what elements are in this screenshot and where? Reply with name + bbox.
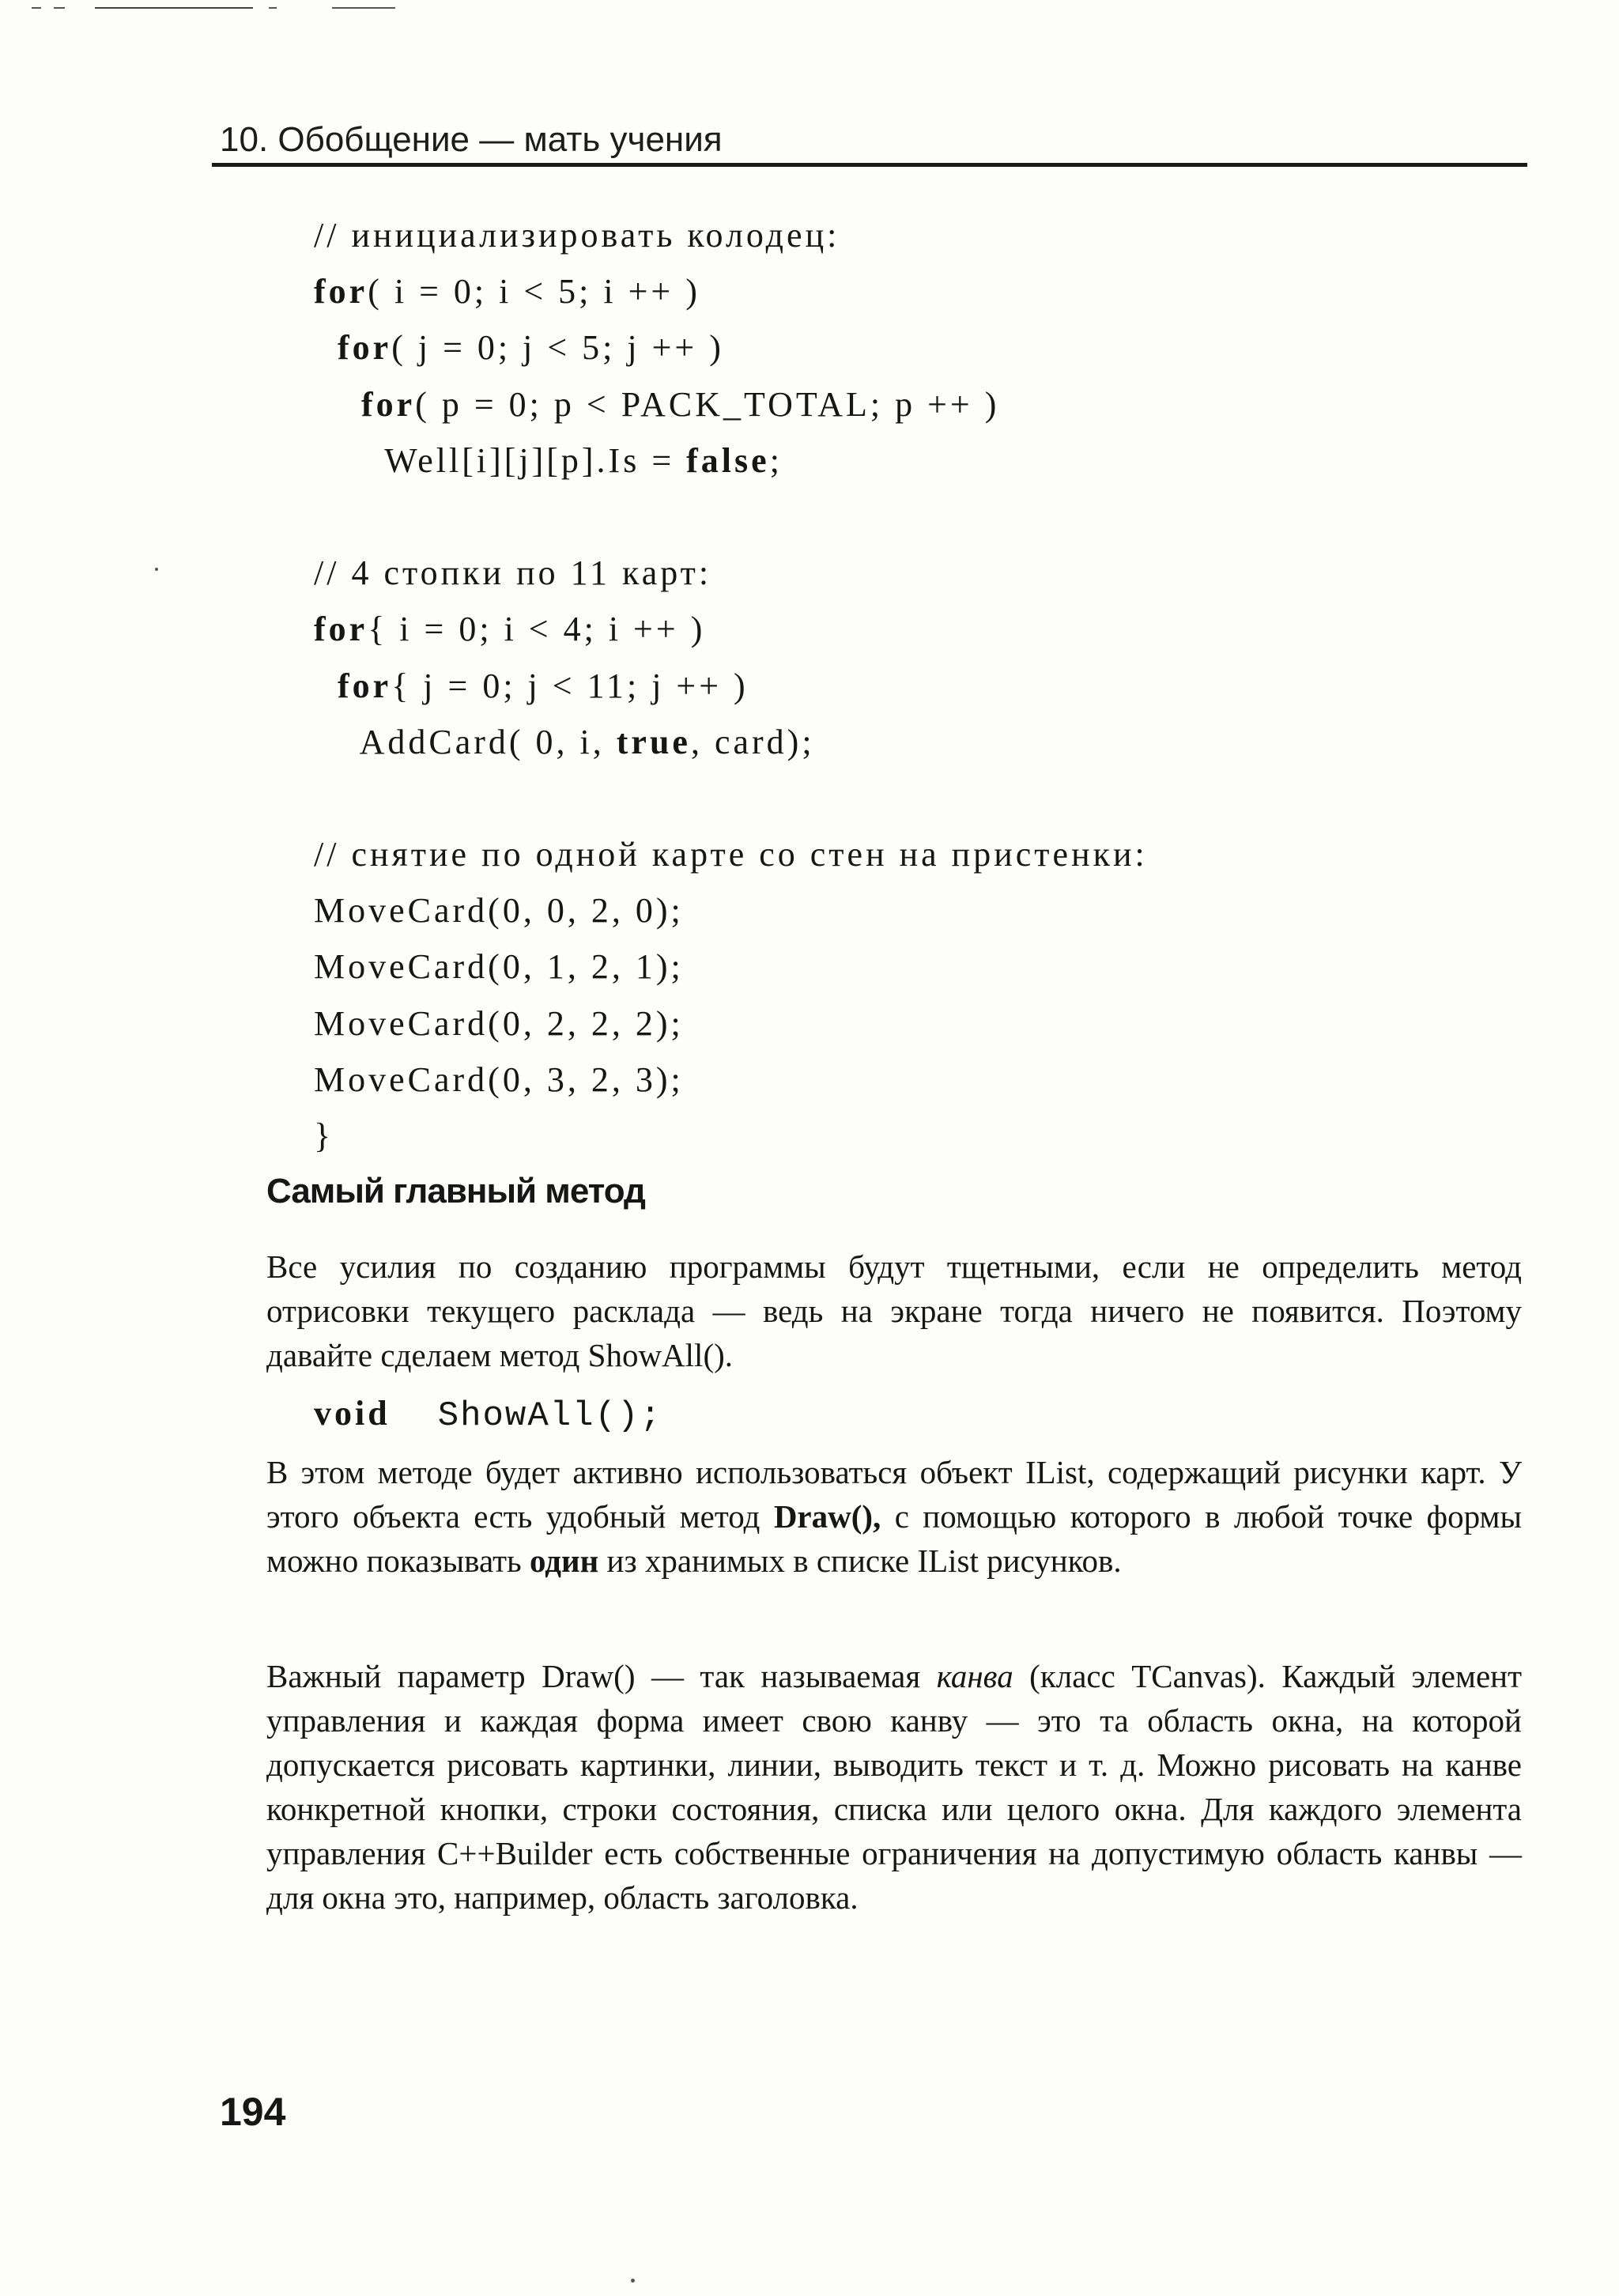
code-line: // снятие по одной карте со стен на пристенки:: [314, 835, 1148, 874]
running-head: 10. Обобщение — мать учения: [220, 120, 723, 159]
code-line: MoveCard(0, 0, 2, 0);: [314, 891, 684, 931]
code-line: for( p = 0; p < PACK_TOTAL; p ++ ): [361, 384, 1000, 424]
code-line: for{ j = 0; j < 11; j ++ ): [338, 666, 749, 705]
code-line: MoveCard(0, 2, 2, 2);: [314, 1003, 684, 1043]
paragraph-bold-term: Draw(),: [773, 1498, 881, 1535]
header-rule: [212, 163, 1527, 167]
code-keyword: for: [338, 328, 392, 368]
code-line: AddCard( 0, i, true, card);: [314, 722, 815, 761]
scan-speck: [631, 2279, 635, 2283]
paragraph-italic-term: канва: [936, 1658, 1013, 1694]
method-declaration: [314, 1393, 662, 1436]
paragraph-canvas: [266, 1654, 1522, 1920]
code-line: for( i = 0; i < 5; i ++ ): [314, 272, 700, 312]
code-keyword: false: [686, 440, 770, 480]
code-line: Well[i][j][p].Is = false;: [314, 440, 783, 480]
code-line: for{ i = 0; i < 4; i ++ ): [314, 610, 706, 649]
paragraph-text: В этом методе будет активно использоваться объект IList, содержащий рисунки карт. У этого объекта есть удобный метод: [266, 1454, 1522, 1535]
paragraph-bold-term: один: [529, 1543, 599, 1579]
code-keyword: for: [314, 610, 368, 649]
paragraph-ilist: [266, 1450, 1522, 1583]
paragraph-text: Важный параметр Draw() — так называемая: [266, 1658, 937, 1694]
code-keyword: true: [616, 722, 691, 761]
declaration-keyword: void: [314, 1394, 391, 1433]
paragraph-text: из хранимых в списке IList рисунков.: [598, 1543, 1122, 1579]
code-line: // 4 стопки по 11 карт:: [314, 553, 712, 593]
declaration-name: ShowAll();: [437, 1396, 662, 1436]
paragraph-text: с помощью которого в любой точке формы можно показывать: [266, 1498, 1522, 1579]
section-heading: Самый главный метод: [266, 1172, 645, 1210]
scan-speck: [155, 568, 158, 571]
code-line: }: [314, 1116, 334, 1155]
code-keyword: for: [361, 384, 416, 424]
paragraph-intro: Все усилия по созданию программы будут тщетными, если не определить метод отрисовки текущего расклада — ведь на экране тогда ничего не появится. Поэтому давайте сделаем метод ShowAll().: [266, 1248, 1522, 1373]
code-line: // инициализировать колодец:: [314, 216, 840, 255]
code-line: [314, 770, 1523, 826]
code-line: MoveCard(0, 3, 2, 3);: [314, 1059, 684, 1099]
code-line: MoveCard(0, 1, 2, 1);: [314, 947, 684, 987]
page-number: 194: [220, 2090, 286, 2134]
paragraph-text: (класс TCanvas). Каждый элемент управления и каждая форма имеет свою канву — это та область окна, на которой допускается рисовать картинки, линии, выводить текст и т. д. Можно рисовать на канве конкретной кнопки, строки состояния, списка или целого окна. Для каждого элемента управления C++Builder есть собственные ограничения на допустимую область канвы — для окна это, например, область заголовка.: [266, 1658, 1523, 1916]
scan-artifact: [32, 0, 411, 5]
code-keyword: for: [338, 666, 392, 705]
code-line: [314, 489, 1523, 545]
code-line: for( j = 0; j < 5; j ++ ): [338, 328, 724, 368]
code-listing: [314, 207, 1523, 1164]
code-keyword: for: [314, 272, 368, 312]
